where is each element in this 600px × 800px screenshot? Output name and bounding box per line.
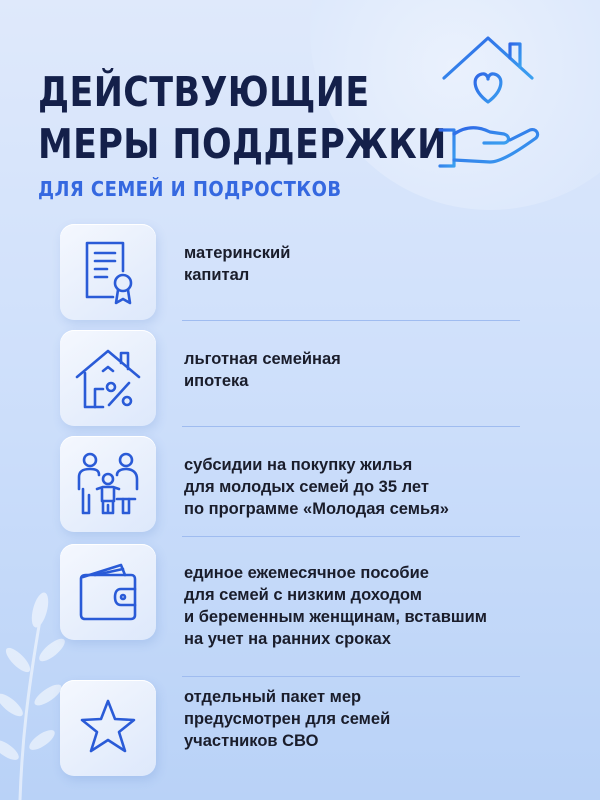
title-line-2: МЕРЫ ПОДДЕРЖКИ	[38, 120, 447, 168]
item-text: отдельный пакет мер предусмотрен для семей участников СВО	[184, 688, 391, 750]
wallet-icon	[73, 557, 143, 627]
divider	[182, 320, 520, 321]
page-subtitle: ДЛЯ СЕМЕЙ И ПОДРОСТКОВ	[38, 177, 342, 201]
icon-card	[60, 224, 156, 320]
icon-card	[60, 680, 156, 776]
divider	[182, 676, 520, 677]
house-heart-hand-icon	[432, 30, 544, 170]
icon-card	[60, 436, 156, 532]
icon-card	[60, 330, 156, 426]
item-text: материнский капитал	[184, 244, 291, 284]
house-percent-icon	[73, 343, 143, 413]
page-title	[38, 66, 447, 170]
divider	[182, 536, 520, 537]
icon-card	[60, 544, 156, 640]
item-text: льготная семейная ипотека	[184, 350, 341, 390]
certificate-icon	[73, 237, 143, 307]
divider	[182, 426, 520, 427]
item-text: единое ежемесячное пособие для семей с низким доходом и беременным женщинам, вставшим на учет на ранних сроках	[184, 564, 487, 648]
item-text: субсидии на покупку жилья для молодых семей до 35 лет по программе «Молодая семья»	[184, 456, 449, 518]
star-icon	[73, 693, 143, 763]
family-icon	[73, 449, 143, 519]
title-line-1: ДЕЙСТВУЮЩИЕ	[38, 68, 370, 116]
